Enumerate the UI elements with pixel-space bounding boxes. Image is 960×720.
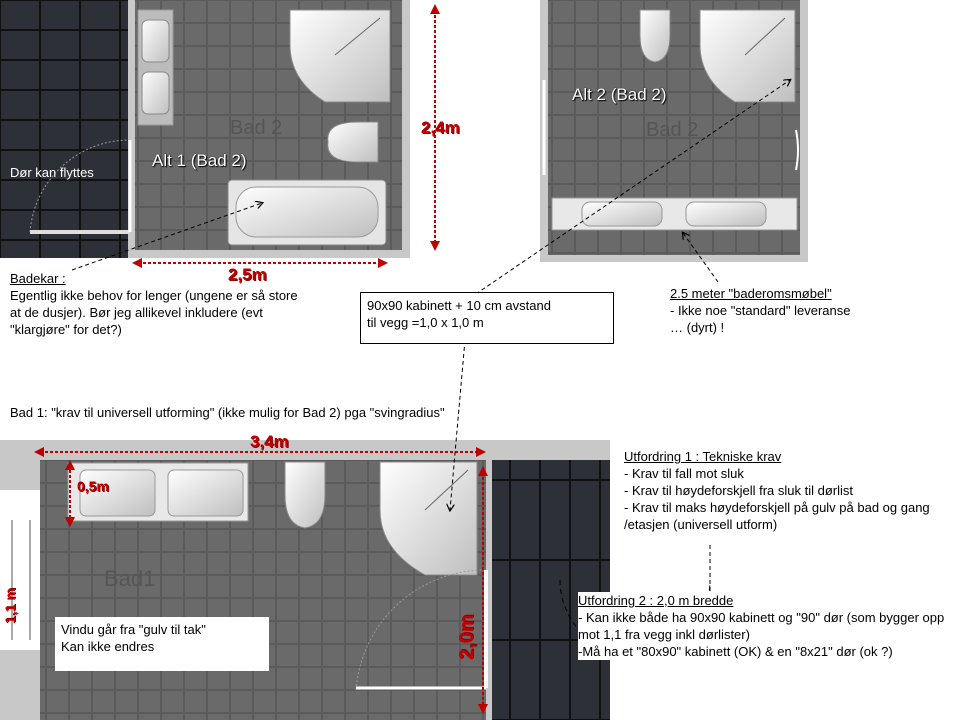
alt2-label: Alt 2 (Bad 2) <box>572 85 667 104</box>
dimension-bad1-corridor: 2,0m <box>456 614 478 660</box>
sink <box>142 72 169 114</box>
plan-bad2-alt1 <box>0 0 410 258</box>
badekar-body: Egentlig ikke behov for lenger (ungene er så store at de dusjer). Bør jeg allikevel inkludere (evt "klargjøre" for det?) <box>10 288 298 337</box>
baderomsmobel-line2: … (dyrt) ! <box>670 320 725 335</box>
window-line2: Kan ikke endres <box>61 639 155 654</box>
baderomsmobel-title: 2.5 meter "baderomsmøbel" <box>670 286 832 301</box>
baderomsmobel-note <box>670 285 920 336</box>
dimension-counter-depth: 0,5m <box>77 478 109 494</box>
door-movable-label: Dør kan flyttes <box>10 165 94 180</box>
window-note <box>55 617 269 671</box>
challenge1-item: - Krav til fall mot sluk <box>624 466 744 481</box>
room-label-bad2: Bad 2 <box>646 119 699 141</box>
challenge2-item: - Kan ikke både ha 90x90 kabinett og "90" dør (som bygger opp mot 1,1 fra vegg inkl dørlister) <box>578 610 945 642</box>
badekar-title: Badekar : <box>10 271 66 286</box>
room-label-bad1: Bad1 <box>104 566 156 591</box>
dimension-top-width: 2,5m <box>228 265 267 284</box>
challenge2-item: -Må ha et "80x90" kabinett (OK) & en "8x21" dør (ok ?) <box>578 644 893 659</box>
sink <box>686 202 766 226</box>
dimension-window: 1,1 m <box>2 588 18 624</box>
baderomsmobel-line1: - Ikke noe "standard" leveranse <box>670 303 851 318</box>
dark-floor-corridor <box>0 0 135 258</box>
kabinett-line2: til vegg =1,0 x 1,0 m <box>367 315 484 330</box>
toilet <box>328 122 378 162</box>
sink <box>168 470 243 516</box>
toilet <box>640 10 670 62</box>
challenge2-title: Utfordring 2 : 2,0 m bredde <box>578 593 734 608</box>
bad1-requirement-line: Bad 1: "krav til universell utforming" (ikke mulig for Bad 2) pga "svingradius" <box>10 405 445 420</box>
challenge1-title: Utfordring 1 : Tekniske krav <box>624 449 782 464</box>
challenge1-item: - Krav til høydeforskjell fra sluk til dørlist <box>624 483 853 498</box>
challenge1-note <box>624 448 950 533</box>
challenge2-note <box>578 592 950 660</box>
alt1-label: Alt 1 (Bad 2) <box>152 151 247 170</box>
kabinett-line1: 90x90 kabinett + 10 cm avstand <box>367 298 551 313</box>
sink <box>142 20 169 62</box>
badekar-note <box>10 270 310 338</box>
kabinett-note <box>360 292 614 344</box>
room-label-bad2: Bad 2 <box>230 117 283 139</box>
dark-floor-corridor <box>492 460 610 720</box>
toilet <box>285 462 325 528</box>
window-line1: Vindu går fra "gulv til tak" <box>61 622 206 637</box>
challenge1-item: - Krav til maks høydeforskjell på gulv på bad og gang /etasjen (universell utform) <box>624 500 930 532</box>
dimension-bad1-width: 3,4m <box>250 432 289 451</box>
dimension-top-height: 2,4m <box>421 118 460 137</box>
